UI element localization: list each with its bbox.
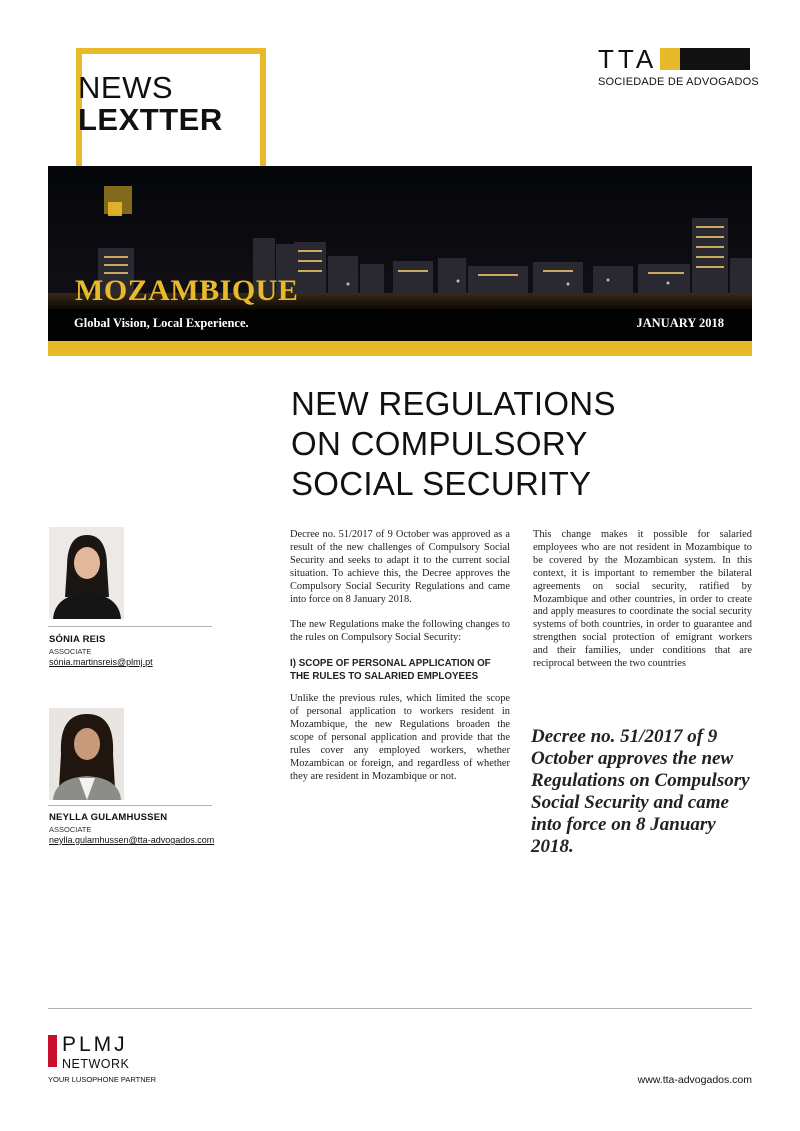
person-divider bbox=[48, 626, 212, 627]
body-paragraph: This change makes it possible for salaried employees who are not resident in Mozambique to be covered by the Mozambican system. In this context, it is important to remember the bilateral agreements on social security, ratified by Mozambique and other countries, in order to create and apply measures to coordinate the social security systems of both countries, in order to guarantee and strengthen social protection of emigrant workers and their families, under conditions that are reciprocal between the two countries bbox=[533, 529, 752, 670]
avatar-neylla-gulamhussen bbox=[49, 708, 124, 800]
plmj-logo-tagline: YOUR LUSOPHONE PARTNER bbox=[48, 1075, 157, 1084]
banner-date: JANUARY 2018 bbox=[636, 316, 724, 330]
person-email-link[interactable]: sónia.martinsreis@plmj.pt bbox=[49, 657, 153, 667]
person-role: ASSOCIATE bbox=[49, 825, 92, 834]
avatar-sonia-reis bbox=[49, 527, 124, 619]
person-name: NEYLLA GULAMHUSSEN bbox=[49, 812, 168, 823]
tta-logo-subtitle: SOCIEDADE DE ADVOGADOS bbox=[598, 76, 759, 88]
body-paragraph: Unlike the previous rules, which limited the scope of personal application to workers resident in Mozambique, the new Regulations broaden the scope of personal application and provide that the rules cover any employed workers, whether Mozambican or foreign, and regardless of whether they are resident in Mozambique or not. bbox=[290, 693, 510, 782]
article-headline bbox=[291, 384, 711, 504]
article-column-left bbox=[290, 529, 510, 796]
person-divider bbox=[48, 805, 212, 806]
banner-gold-strip bbox=[48, 341, 752, 356]
headline-line-1: NEW REGULATIONS bbox=[291, 385, 616, 422]
tta-logo-black-block bbox=[680, 48, 750, 70]
person-photo-image bbox=[49, 527, 124, 619]
person-name: SÓNIA REIS bbox=[49, 634, 106, 645]
website-link[interactable]: www.tta-advogados.com bbox=[637, 1074, 752, 1086]
body-paragraph: The new Regulations make the following changes to the rules on Compulsory Social Security: bbox=[290, 619, 510, 644]
article-column-right bbox=[533, 529, 752, 684]
plmj-logo-red-bar bbox=[48, 1035, 57, 1067]
body-paragraph: Decree no. 51/2017 of 9 October was approved as a result of the new challenges of Compulsory Social Security and seeks to adapt it to the current social situation. To achieve this, the Decree approves the Compulsory Social Security Regulations and came into force on 8 January 2018. bbox=[290, 529, 510, 605]
pull-quote: Decree no. 51/2017 of 9 October approves the new Regulations on Compulsory Social Security and came into force on 8 January 2018. bbox=[531, 726, 750, 857]
tta-logo-gold-block bbox=[660, 48, 680, 70]
tta-logo-mark: TTA bbox=[598, 44, 658, 74]
banner-tagline: Global Vision, Local Experience. bbox=[74, 316, 249, 330]
banner-country-name: MOZAMBIQUE bbox=[75, 274, 299, 307]
tta-logo bbox=[598, 44, 759, 92]
person-email-link[interactable]: neylla.gulamhussen@tta-advogados.com bbox=[49, 835, 215, 845]
newsletter-title-line2: LEXTTER bbox=[78, 102, 223, 137]
plmj-logo-network: NETWORK bbox=[62, 1057, 130, 1071]
newsletter-title-line1: NEWS bbox=[78, 70, 173, 105]
person-photo-image bbox=[49, 708, 124, 800]
plmj-logo-mark: PLMJ bbox=[62, 1033, 128, 1056]
headline-line-2: ON COMPULSORY bbox=[291, 425, 588, 462]
newsletter-title bbox=[78, 72, 223, 136]
plmj-network-logo bbox=[48, 1035, 188, 1087]
person-role: ASSOCIATE bbox=[49, 647, 92, 656]
section-heading: I) SCOPE OF PERSONAL APPLICATION OF THE RULES TO SALARIED EMPLOYEES bbox=[290, 658, 491, 683]
footer-divider bbox=[48, 1008, 752, 1009]
city-night-banner bbox=[48, 166, 752, 356]
headline-line-3: SOCIAL SECURITY bbox=[291, 465, 592, 502]
